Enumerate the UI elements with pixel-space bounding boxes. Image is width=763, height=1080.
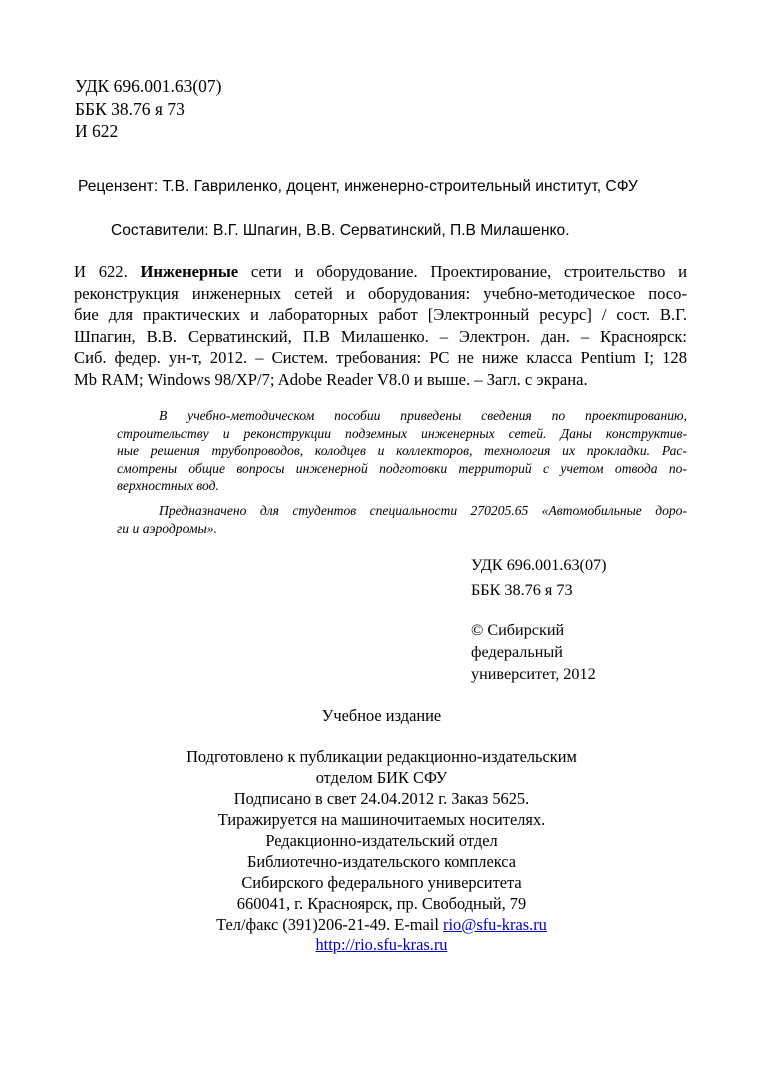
audience-line-1: Предназначено для студентов специальности 270205.65 «Автомобильные доро- (159, 503, 687, 518)
description-line-3: бие для практических и лабораторных работ [Электронный ресурс] / сост. В.Г. (74, 305, 687, 324)
udk-code: УДК 696.001.63(07) (75, 76, 222, 96)
abstract-line-3: ные решения трубопроводов, колодцев и коллекторов, технология их прокладки. Рас- (117, 443, 687, 458)
description-line-4: Шпагин, В.В. Серватинский, П.В Милашенко. – Электрон. дан. – Красноярск: (74, 326, 687, 346)
contact-line (0, 915, 763, 935)
description-line-1-rest: сети и оборудование. Проектирование, строительство и (250, 262, 687, 281)
copyright-line-3: университет, 2012 (471, 665, 596, 683)
contact-prefix: Тел/факс (391)206-21-49. E-mail (216, 915, 444, 934)
audience-line-2: ги и аэродромы». (117, 520, 217, 536)
author-mark: И 622 (75, 121, 119, 141)
description-line-1 (74, 261, 687, 283)
abstract-line-1: В учебно-методическом пособии приведены сведения по проектированию, (159, 408, 687, 423)
audience-paragraph (117, 502, 687, 537)
abstract-line-4: смотрены общие вопросы инженерной подготовки территорий с учетом отвода по- (117, 460, 687, 476)
website-link[interactable]: http://rio.sfu-kras.ru (315, 935, 448, 954)
imprint-line-8: 660041, г. Красноярск, пр. Свободный, 79 (236, 894, 527, 913)
description-bold-title: Инженерные (140, 262, 239, 281)
imprint-line-6: Библиотечно-издательского комплекса (246, 852, 517, 871)
compilers-line: Составители: В.Г. Шпагин, В.В. Серватинский, П.В Милашенко. (111, 222, 570, 239)
imprint-line-2: отделом БИК СФУ (315, 768, 448, 787)
imprint-line-7: Сибирского федерального университета (241, 873, 522, 892)
description-line-6: Mb RAM; Windows 98/XP/7; Adobe Reader V8.0 и выше. – Загл. с экрана. (74, 369, 588, 389)
imprint-line-1: Подготовлено к публикации редакционно-издательским (186, 747, 577, 766)
description-prefix: И 622. (74, 262, 128, 281)
bibliographic-description (74, 261, 687, 390)
abstract-paragraph (117, 407, 687, 495)
copyright-line-1: © Сибирский (471, 621, 565, 639)
right-udk-code: УДК 696.001.63(07) (471, 556, 607, 574)
right-bbk-code: ББК 38.76 я 73 (471, 581, 573, 599)
description-line-2: реконструкция инженерных сетей и оборудования: учебно-методическое посо- (74, 283, 687, 303)
reviewer-line: Рецензент: Т.В. Гавриленко, доцент, инженерно-строительный институт, СФУ (78, 178, 638, 195)
edition-type: Учебное издание (321, 706, 442, 725)
imprint-line-5: Редакционно-издательский отдел (265, 831, 498, 850)
abstract-line-5: верхностных вод. (117, 478, 219, 493)
imprint-line-4: Тиражируется на машиночитаемых носителях. (217, 810, 546, 829)
email-link[interactable]: rio@sfu-kras.ru (443, 915, 547, 934)
website-line (0, 935, 763, 955)
copyright-line-2: федеральный (471, 643, 563, 661)
bbk-code: ББК 38.76 я 73 (75, 99, 185, 119)
description-line-5: Сиб. федер. ун-т, 2012. – Систем. требования: PC не ниже класса Pentium I; 128 (74, 348, 687, 367)
imprint-line-3: Подписано в свет 24.04.2012 г. Заказ 5625. (233, 789, 530, 808)
abstract-line-2: строительству и реконструкции подземных инженерных сетей. Даны конструктив- (117, 425, 687, 441)
